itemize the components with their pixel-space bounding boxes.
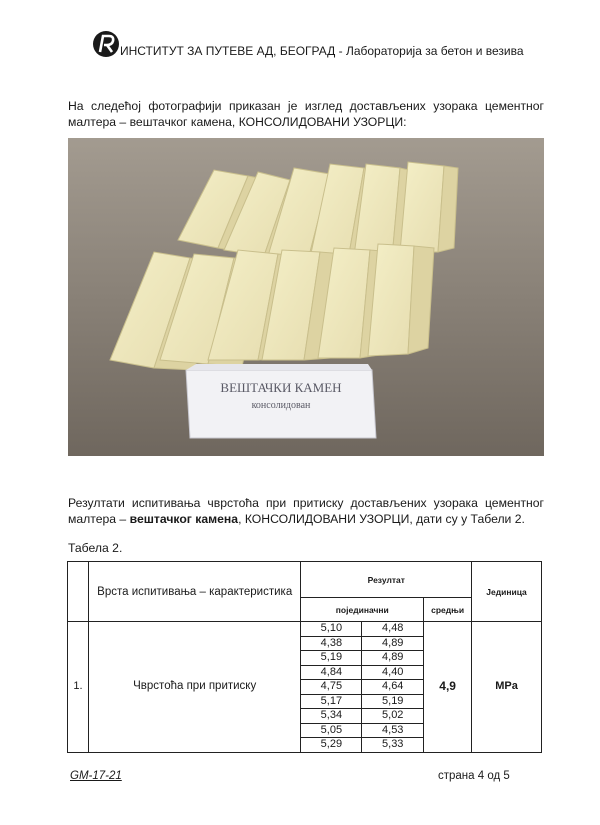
institute-logo-icon [92,30,120,58]
value-cell: 5,19 [301,651,362,666]
unit-value: MPa [472,622,542,753]
value-cell: 5,17 [301,694,362,709]
results-text-bold: вештачког камена [129,512,239,526]
header-result: Резултат [301,562,472,598]
header-unit: Јединица [472,562,542,622]
value-cell: 5,10 [301,622,362,637]
value-cell: 4,75 [301,680,362,695]
photo-label-line2: консолидован [251,400,311,411]
header-number-cell [68,562,89,622]
results-text-1: Резултати испитивања чврстоћа при притиску достављених узорака цементног малтера – [68,496,544,526]
page-number: страна 4 од 5 [438,770,510,782]
value-cell: 4,53 [362,723,424,738]
value-cell: 4,89 [362,636,424,651]
results-paragraph [68,495,544,527]
table-caption: Табела 2. [68,541,123,555]
intro-paragraph: На следећој фотографији приказан је изглед достављених узорака цементног малтера – вештачког камена, КОНСОЛИДОВАНИ УЗОРЦИ: [68,99,544,129]
samples-photo [68,138,544,456]
row-property: Чврстоћа при притиску [88,622,300,753]
value-cell: 5,02 [362,709,424,724]
value-cell: 4,64 [362,680,424,695]
value-cell: 4,84 [301,665,362,680]
value-cell: 4,38 [301,636,362,651]
page-header [92,28,532,62]
value-cell: 4,40 [362,665,424,680]
samples-photo-drawing [68,138,544,456]
results-text-2: , КОНСОЛИДОВАНИ УЗОРЦИ, дати су у Табели 2. [238,512,525,526]
value-cell: 4,89 [362,651,424,666]
header-title: ИНСТИТУТ ЗА ПУТЕВЕ АД, БЕОГРАД - Лабораторија за бетон и везива [120,44,524,58]
value-cell: 5,34 [301,709,362,724]
header-mean: средњи [424,598,472,622]
header-test-type: Врста испитивања – карактеристика [88,562,300,622]
results-table [67,561,542,753]
value-cell: 5,19 [362,694,424,709]
value-cell: 5,29 [301,738,362,753]
header-individual: појединачни [301,598,424,622]
mean-value: 4,9 [424,622,472,753]
row-number: 1. [68,622,89,753]
value-cell: 4,48 [362,622,424,637]
photo-label-line1: ВЕШТАЧКИ КАМЕН [220,380,342,395]
document-code: GM-17-21 [70,770,122,782]
value-cell: 5,05 [301,723,362,738]
value-cell: 5,33 [362,738,424,753]
